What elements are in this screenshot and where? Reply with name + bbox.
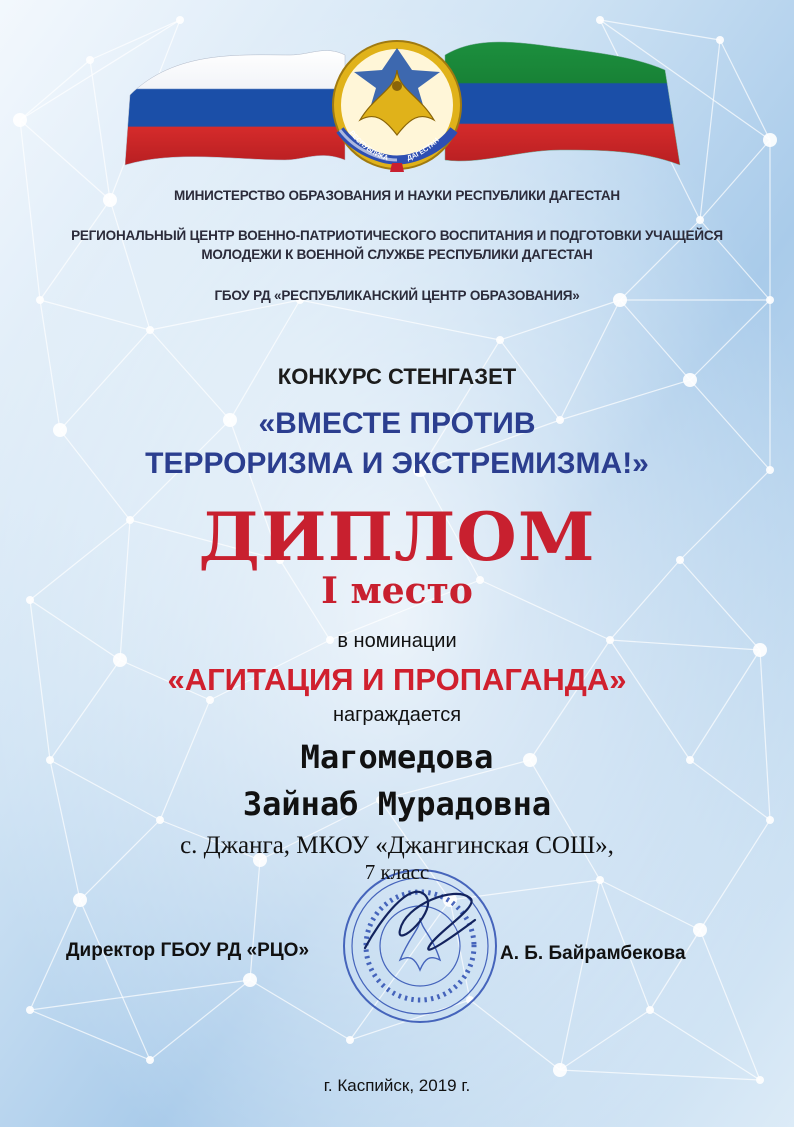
network-node: [553, 1063, 567, 1077]
ministry-title: МИНИСТЕРСТВО ОБРАЗОВАНИЯ И НАУКИ РЕСПУБЛИКИ ДАГЕСТАН: [174, 188, 620, 203]
network-node: [86, 56, 94, 64]
network-node: [13, 113, 27, 127]
svg-text:ДАГЕСТАН: ДАГЕСТАН: [406, 136, 441, 163]
recipient-grade: 7 класс: [364, 860, 430, 884]
contest-theme-line1: «ВМЕСТЕ ПРОТИВ: [258, 407, 536, 440]
recipient-school: с. Джанга, МКОУ «Джангинская СОШ»,: [180, 832, 614, 859]
place-date: г. Каспийск, 2019 г.: [323, 1076, 471, 1095]
nomination-title: «АГИТАЦИЯ И ПРОПАГАНДА»: [167, 662, 627, 697]
network-node: [243, 973, 257, 987]
contest-title: КОНКУРС СТЕНГАЗЕТ: [277, 364, 517, 389]
network-node: [26, 1006, 34, 1014]
center-title-line2: МОЛОДЕЖИ К ВОЕННОЙ СЛУЖБЕ РЕСПУБЛИКИ ДАГЕСТАН: [201, 247, 593, 262]
stamp-text-mark: [364, 949, 369, 952]
network-node: [693, 923, 707, 937]
awarded-label: награждается: [332, 704, 462, 726]
network-node: [346, 1036, 354, 1044]
network-node: [716, 36, 724, 44]
signatory-name: А. Б. Байрамбекова: [500, 943, 686, 964]
network-node: [146, 326, 154, 334]
signatory-position: Директор ГБОУ РД «РЦО»: [66, 940, 310, 961]
network-node: [496, 336, 504, 344]
network-node: [73, 893, 87, 907]
nomination-intro: в номинации: [337, 630, 457, 652]
svg-text:РЕСПУБЛИКА: РЕСПУБЛИКА: [347, 129, 389, 163]
recipient-surname: Магомедова: [300, 738, 494, 776]
stamp-text-mark: [471, 942, 476, 945]
institution-title: ГБОУ РД «РЕСПУБЛИКАНСКИЙ ЦЕНТР ОБРАЗОВАНИЯ»: [214, 288, 580, 303]
network-node: [176, 16, 184, 24]
network-node: [596, 16, 604, 24]
diploma-heading: ДИПЛОМ: [198, 498, 596, 576]
contest-theme-line2: ТЕРРОРИЗМА И ЭКСТРЕМИЗМА!»: [145, 447, 649, 480]
network-node: [646, 1006, 654, 1014]
network-node: [763, 133, 777, 147]
stamp-text-mark: [418, 997, 420, 1002]
recipient-given-names: Зайнаб Мурадовна: [242, 785, 552, 823]
award-place: I место: [321, 570, 473, 612]
center-title-line1: РЕГИОНАЛЬНЫЙ ЦЕНТР ВОЕННО-ПАТРИОТИЧЕСКОГО ВОСПИТАНИЯ И ПОДГОТОВКИ УЧАЩЕЙСЯ: [71, 228, 723, 243]
stamp-text-mark: [472, 945, 477, 947]
network-node: [696, 216, 704, 224]
network-node: [146, 1056, 154, 1064]
